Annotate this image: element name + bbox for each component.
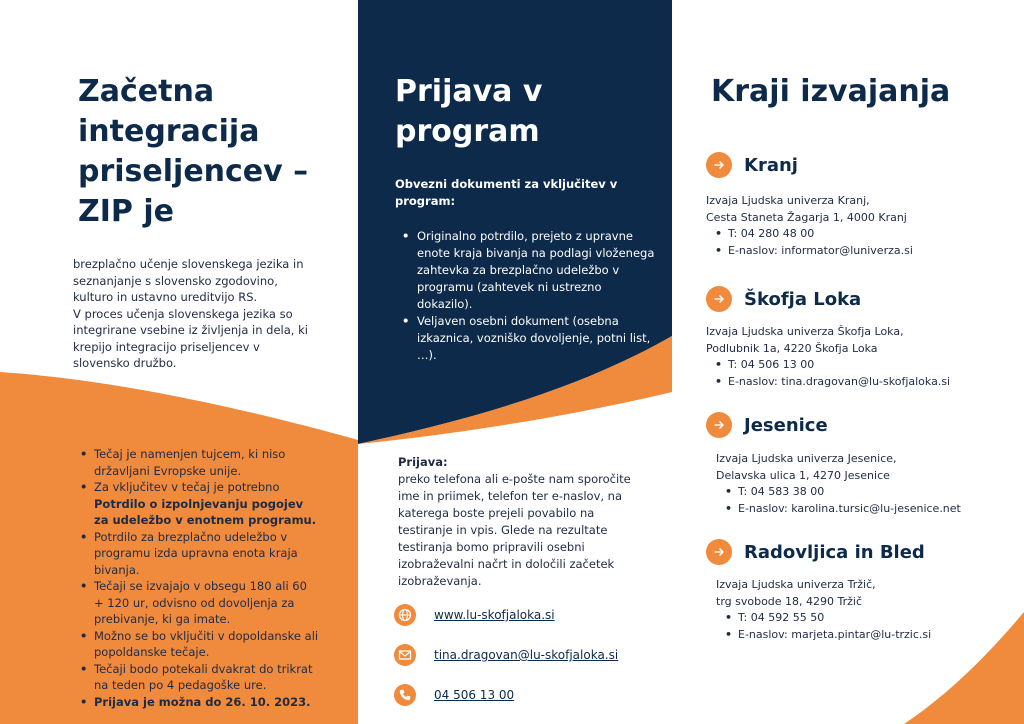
zip-intro-text — [73, 256, 333, 372]
intro-line: krepijo integracijo priseljencev v — [73, 339, 260, 354]
phone-icon — [394, 684, 416, 706]
arrow-right-icon — [706, 286, 732, 312]
location-email: • E-naslov: informator@luniverza.si — [715, 243, 1006, 260]
globe-icon — [394, 604, 416, 626]
list-item: • Veljaven osebni dokument (osebna izkaznica, vozniško dovoljenje, potni list, …). — [400, 313, 660, 364]
panel-locations — [672, 0, 1024, 724]
intro-line: brezplačno učenje slovenskega jezika in — [73, 257, 304, 271]
location-org: Izvaja Ljudska univerza Jesenice, — [716, 452, 897, 465]
list-item-bold-text: Potrdilo o izpolnjevanju pogojev za udeležbo v enotnem programu. — [94, 496, 317, 527]
arrow-right-icon — [706, 152, 732, 178]
list-item-text: Tečaji se izvajajo v obsegu 180 ali 60 + 120 ur, odvisno od dovoljenja za prebivanje, ki ga imate. — [94, 579, 307, 626]
website-link[interactable]: www.lu-skofjaloka.si — [434, 608, 555, 622]
location-details-jesenice — [716, 451, 1016, 517]
location-details-kranj — [706, 193, 1006, 259]
list-item-text: Potrdilo za brezplačno udeležbo v programu izda upravna enota kraja bivanja. — [94, 529, 298, 577]
arrow-right-icon — [706, 539, 732, 565]
intro-line: integrirane vsebine iz življenja in dela, ki — [73, 323, 308, 337]
panel-application — [358, 0, 672, 724]
application-deadline: Prijava je možna do 26. 10. 2023. — [94, 694, 311, 709]
location-email: • E-naslov: karolina.tursic@lu-jesenice.net — [725, 501, 1016, 518]
course-info-list — [78, 446, 320, 710]
location-address: Delavska ulica 1, 4270 Jesenice — [716, 468, 890, 482]
intro-line: kulturo in ustavno ureditvijo RS. — [73, 290, 258, 304]
location-email: • E-naslov: marjeta.pintar@lu-trzic.si — [725, 627, 1016, 644]
application-title: Prijava v program — [395, 74, 543, 149]
website-contact — [394, 603, 664, 627]
location-name: Škofja Loka — [744, 288, 862, 310]
location-name: Kranj — [744, 154, 798, 176]
list-item — [78, 479, 320, 529]
application-label: Prijava: — [398, 455, 448, 469]
application-info — [398, 454, 638, 590]
location-heading-radovljica-bled — [706, 539, 925, 565]
arrow-right-icon — [706, 412, 732, 438]
location-address: Cesta Staneta Žagarja 1, 4000 Kranj — [706, 210, 907, 224]
phone-contact — [394, 683, 664, 707]
location-address: Podlubnik 1a, 4220 Škofja Loka — [706, 341, 878, 355]
location-details-skofja-loka — [706, 324, 1006, 390]
location-org: Izvaja Ljudska univerza Tržič, — [716, 578, 876, 591]
locations-title: Kraji izvajanja — [711, 74, 951, 109]
email-contact — [394, 643, 664, 667]
location-name: Radovljica in Bled — [744, 541, 925, 563]
location-details-radovljica-bled — [716, 577, 1016, 643]
list-item — [78, 529, 320, 579]
location-phone: • T: 04 280 48 00 — [715, 226, 1006, 243]
location-email: • E-naslov: tina.dragovan@lu-skofjaloka.si — [715, 374, 1006, 391]
documents-list — [400, 228, 660, 364]
location-org: Izvaja Ljudska univerza Škofja Loka, — [706, 325, 904, 338]
envelope-icon — [394, 644, 416, 666]
panel-zip-intro — [0, 0, 358, 724]
intro-line: slovensko družbo. — [73, 356, 177, 370]
location-heading-jesenice — [706, 412, 828, 438]
documents-heading: Obvezni dokumenti za vključitev v program: — [395, 177, 618, 208]
location-heading-kranj — [706, 152, 798, 178]
list-item — [78, 628, 320, 661]
list-item-text: Tečaj je namenjen tujcem, ki niso državljani Evropske unije. — [94, 447, 286, 478]
list-item — [78, 578, 320, 628]
list-item-text: Za vključitev v tečaj je potrebno — [94, 480, 280, 494]
location-name: Jesenice — [744, 414, 828, 436]
list-item — [78, 694, 320, 711]
application-text: preko telefona ali e-pošte nam sporočite ime in priimek, telefon ter e-naslov, na katerega boste prejeli povabilo na testiranje in vpis. Glede na rezultate testiranja bomo pripravili osebni izobraževalni načrt in določili začetek izobraževanja. — [398, 472, 631, 588]
list-item-text: Tečaji bodo potekali dvakrat do trikrat na teden po 4 pedagoške ure. — [94, 661, 313, 692]
intro-line: V proces učenja slovenskega jezika so — [73, 306, 293, 321]
intro-line: seznanjanje s slovensko zgodovino, — [73, 273, 278, 288]
email-link[interactable]: tina.dragovan@lu-skofjaloka.si — [434, 648, 619, 662]
location-phone: • T: 04 583 38 00 — [725, 484, 1016, 501]
location-phone: • T: 04 506 13 00 — [715, 357, 1006, 374]
phone-link[interactable]: 04 506 13 00 — [434, 688, 515, 702]
list-item — [78, 661, 320, 694]
list-item-text: Možno se bo vključiti v dopoldanske ali popoldanske tečaje. — [94, 628, 319, 659]
list-item — [78, 446, 320, 479]
zip-title: Začetna integracija priseljencev – ZIP je — [78, 74, 309, 229]
location-heading-skofja-loka — [706, 286, 861, 312]
location-address: trg svobode 18, 4290 Tržič — [716, 594, 863, 608]
location-phone: • T: 04 592 55 50 — [725, 610, 1016, 627]
location-org: Izvaja Ljudska univerza Kranj, — [706, 194, 870, 207]
list-item: • Originalno potrdilo, prejeto z upravne enote kraja bivanja na podlagi vloženega zahtevka za brezplačno udeležbo v programu (zahtevek ni ustrezno dokazilo). — [400, 228, 660, 313]
